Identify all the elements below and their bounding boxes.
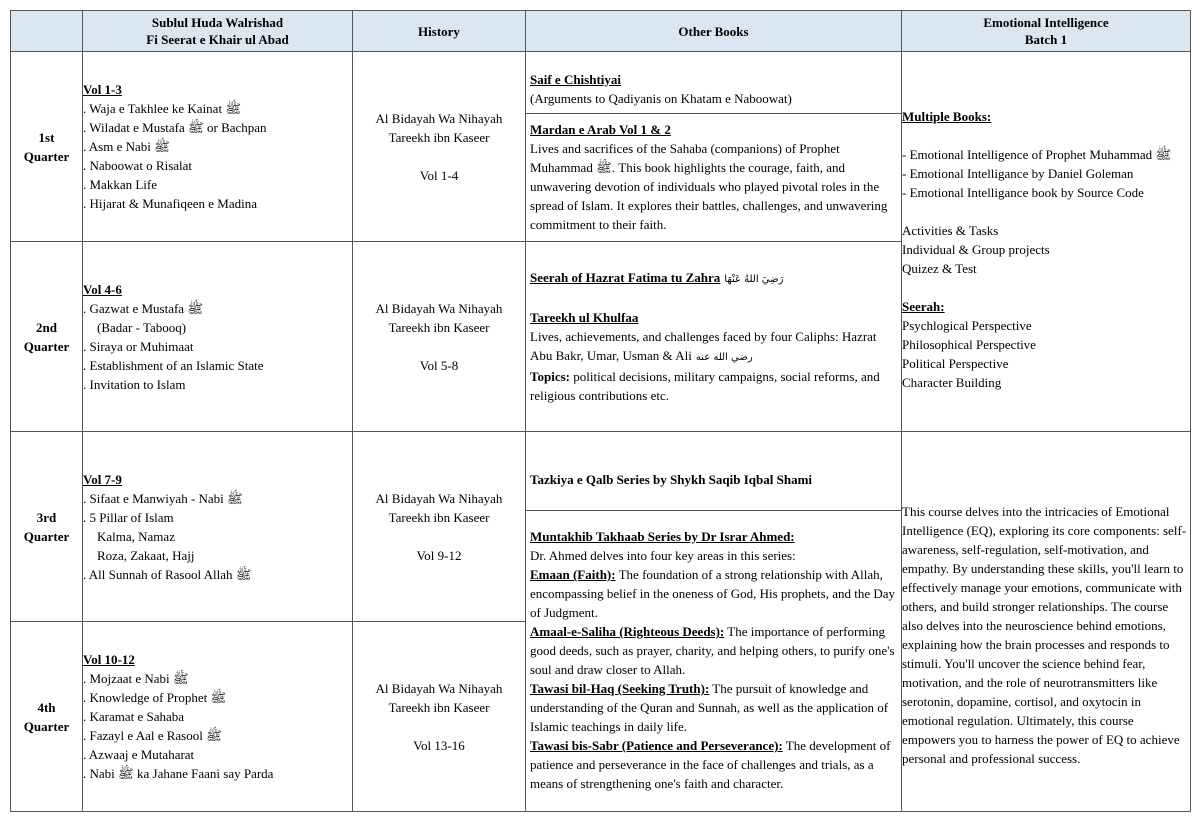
topic-item: . Mojzaat e Nabi ﷺ: [83, 671, 189, 686]
subject-cell: [83, 52, 353, 242]
ei-cell-top: [902, 52, 1191, 432]
area-title: Amaal-e-Saliha (Righteous Deeds):: [530, 624, 725, 639]
area-title: Emaan (Faith):: [530, 567, 616, 582]
ei-activity-item: Quizez & Test: [902, 261, 977, 276]
header-ei-line1: Emotional Intelligence: [983, 15, 1109, 30]
area-text: The development of patience and perseverance in the face of challenges and trials, as a means of strengthening one's faith and character.: [530, 738, 891, 791]
history-subtitle: Tareekh ibn Kaseer: [388, 699, 490, 715]
topic-item: . 5 Pillar of Islam: [83, 509, 174, 525]
topics-label: Topics:: [530, 369, 570, 384]
ei-seerah-title: Seerah:: [902, 299, 945, 314]
header-subject-line2: Fi Seerat e Khair ul Abad: [146, 32, 289, 47]
area-title: Tawasi bil-Haq (Seeking Truth):: [530, 681, 710, 696]
subject-cell: [83, 242, 353, 432]
ei-activity-item: Individual & Group projects: [902, 242, 1050, 257]
quarter-label: [11, 432, 83, 622]
book-title: Tazkiya e Qalb Series by Shykh Saqib Iqbal Shami: [530, 472, 813, 487]
area-item: [530, 736, 897, 793]
book-fatima: [526, 268, 901, 289]
book-description: Dr. Ahmed delves into four key areas in this series:: [530, 548, 796, 563]
history-title: Al Bidayah Wa Nihayah: [375, 110, 503, 126]
topic-item: . All Sunnah of Rasool Allah ﷺ: [83, 566, 252, 582]
topic-item: . Makkan Life: [83, 177, 158, 192]
book-description: Lives, achievements, and challenges faced by four Caliphs: Hazrat Abu Bakr, Umar, Usman & Ali رضي الله عنه: [530, 329, 877, 363]
history-subtitle: Tareekh ibn Kaseer: [388, 129, 490, 145]
header-blank: [11, 11, 83, 52]
quarter-row-3: [11, 432, 1191, 622]
book-title: Seerah of Hazrat Fatima tu Zahra: [530, 270, 721, 285]
ei-course-description: This course delves into the intricacies of Emotional Intelligence (EQ), exploring its core components: self-awareness, self-regulation, self-motivation, and empathy. By understanding these skills, you'll learn to effectively manage your emotions, communicate with others, and build stronger relationships. The course also delves into the neuroscience behind emotions, explaining how the brain processes and responds to stimuli. You'll uncover the science behind fear, motivation, and the role of neurotransmitters like serotonin, dopamine, cortisol, and oxytocin in emotional regulation. Ultimately, this course empowers you to harness the power of EQ to achieve personal and professional success.: [902, 503, 1187, 766]
topic-item: . Establishment of an Islamic State: [83, 357, 264, 373]
area-item: [530, 622, 897, 679]
volume-title: Vol 7-9: [83, 471, 122, 487]
book-title: Mardan e Arab Vol 1 & 2: [530, 121, 671, 137]
ei-activity-item: Activities & Tasks: [902, 223, 999, 238]
quarter-label-line2: Quarter: [23, 148, 70, 164]
area-text: The pursuit of knowledge and understanding of the Quran and Sunnah, as well as the application of Islamic teachings in daily life.: [530, 681, 889, 734]
history-cell: [353, 242, 526, 432]
header-subject: [83, 11, 353, 52]
history-subtitle: Tareekh ibn Kaseer: [388, 509, 490, 525]
ei-perspective-item: Psychlogical Perspective: [902, 318, 1032, 333]
area-text: The importance of performing good deeds, such as prayer, charity, and helping others, to purify one's soul and draw closer to Allah.: [530, 624, 895, 677]
subject-cell: [83, 432, 353, 622]
quarter-label-line1: 4th: [37, 699, 56, 715]
book-mardan: [526, 113, 901, 236]
history-subtitle: Tareekh ibn Kaseer: [388, 319, 490, 335]
area-text: The foundation of a strong relationship with Allah, encompassing belief in the oneness of God, His prophets, and the Day of Judgment.: [530, 567, 896, 620]
ei-book-item: - Emotional Intelligence of Prophet Muhammad ﷺ: [902, 147, 1172, 162]
topic-item: . Waja e Takhlee ke Kainat ﷺ: [83, 101, 242, 116]
topic-item: . Azwaaj e Mutaharat: [83, 747, 195, 762]
topic-item: . Asm e Nabi ﷺ: [83, 139, 170, 154]
ei-multiple-books-title: Multiple Books:: [902, 109, 992, 124]
history-volume: Vol 9-12: [416, 547, 462, 563]
area-item: [530, 679, 897, 736]
arabic-honorific: رَضِيَ اللهُ عَنْهَا: [724, 274, 784, 285]
topic-item: . Naboowat o Risalat: [83, 158, 193, 173]
topic-item: . Wiladat e Mustafa ﷺ or Bachpan: [83, 120, 267, 135]
other-books-cell: [526, 52, 902, 242]
history-title: Al Bidayah Wa Nihayah: [375, 490, 503, 506]
topic-item: . Knowledge of Prophet ﷺ: [83, 690, 227, 705]
history-cell: [353, 432, 526, 622]
topic-item: . Karamat e Sahaba: [83, 709, 185, 724]
quarter-label: [11, 622, 83, 812]
topic-item: Kalma, Namaz: [97, 528, 175, 544]
book-khulfaa: [526, 308, 901, 405]
quarter-label-line1: 2nd: [36, 319, 57, 335]
history-cell: [353, 52, 526, 242]
volume-title: Vol 10-12: [83, 652, 135, 667]
topic-item: . Nabi ﷺ ka Jahane Faani say Parda: [83, 766, 274, 781]
other-books-cell-bottom: [526, 432, 902, 812]
ei-perspective-item: Philosophical Perspective: [902, 337, 1036, 352]
book-tazkiya: [526, 448, 901, 510]
header-subject-line1: Sublul Huda Walrishad: [151, 15, 284, 30]
book-description: (Arguments to Qadiyanis on Khatam e Naboowat): [530, 90, 792, 106]
quarter-label-line1: 1st: [38, 129, 55, 145]
ei-perspective-item: Political Perspective: [902, 356, 1009, 371]
other-books-cell: [526, 242, 902, 432]
header-ei-line2: Batch 1: [1024, 32, 1068, 47]
ei-perspective-item: Character Building: [902, 375, 1002, 390]
header-history: History: [353, 11, 526, 52]
ei-cell-bottom: [902, 432, 1191, 812]
history-volume: Vol 13-16: [413, 737, 465, 753]
area-title: Tawasi bis-Sabr (Patience and Perseverance):: [530, 738, 783, 753]
quarter-label-line2: Quarter: [23, 528, 70, 544]
history-title: Al Bidayah Wa Nihayah: [375, 680, 503, 696]
volume-title: Vol 4-6: [83, 281, 122, 297]
header-other-books: Other Books: [526, 11, 902, 52]
quarter-label: [11, 52, 83, 242]
quarter-label-line1: 3rd: [36, 509, 57, 525]
ei-book-item: - Emotional Intelligance by Daniel Goleman: [902, 166, 1134, 181]
history-volume: Vol 5-8: [419, 357, 459, 373]
book-title: Saif e Chishtiyai: [530, 71, 622, 87]
quarter-label: [11, 242, 83, 432]
book-title: Muntakhib Takhaab Series by Dr Israr Ahmed:: [530, 529, 795, 544]
subject-cell: [83, 622, 353, 812]
topic-item: (Badar - Tabooq): [97, 319, 187, 335]
book-muntakhib: [526, 510, 901, 795]
topic-item: Roza, Zakaat, Hajj: [97, 547, 195, 563]
book-saif: [526, 58, 901, 113]
topic-item: . Hijarat & Munafiqeen e Madina: [83, 196, 257, 211]
arabic-honorific: رضي الله عنه: [695, 352, 753, 363]
area-item: [530, 565, 897, 622]
header-row: [11, 11, 1191, 52]
volume-title: Vol 1-3: [83, 82, 122, 97]
book-topics: [530, 367, 897, 405]
book-title: Tareekh ul Khulfaa: [530, 310, 639, 325]
header-ei: [902, 11, 1191, 52]
book-description: Lives and sacrifices of the Sahaba (companions) of Prophet Muhammad ﷺ. This book highlights the courage, faith, and unwavering devotion of individuals who played pivotal roles in the spread of Islam. It explores their battles, challenges, and unwavering commitment to their faith.: [530, 140, 888, 232]
topic-item: . Fazayl e Aal e Rasool ﷺ: [83, 728, 222, 743]
curriculum-table: [10, 10, 1191, 812]
topic-item: . Sifaat e Manwiyah - Nabi ﷺ: [83, 490, 243, 506]
topic-item: . Invitation to Islam: [83, 376, 186, 392]
topic-item: . Siraya or Muhimaat: [83, 338, 194, 354]
ei-book-item: - Emotional Intelligance book by Source Code: [902, 185, 1144, 200]
quarter-row-1: [11, 52, 1191, 242]
history-cell: [353, 622, 526, 812]
quarter-label-line2: Quarter: [23, 338, 70, 354]
topics-text: political decisions, military campaigns, social reforms, and religious contributions etc.: [530, 369, 880, 403]
history-title: Al Bidayah Wa Nihayah: [375, 300, 503, 316]
quarter-label-line2: Quarter: [23, 718, 70, 734]
history-volume: Vol 1-4: [419, 167, 459, 183]
topic-item: . Gazwat e Mustafa ﷺ: [83, 300, 204, 316]
curriculum-document: [10, 10, 1190, 812]
